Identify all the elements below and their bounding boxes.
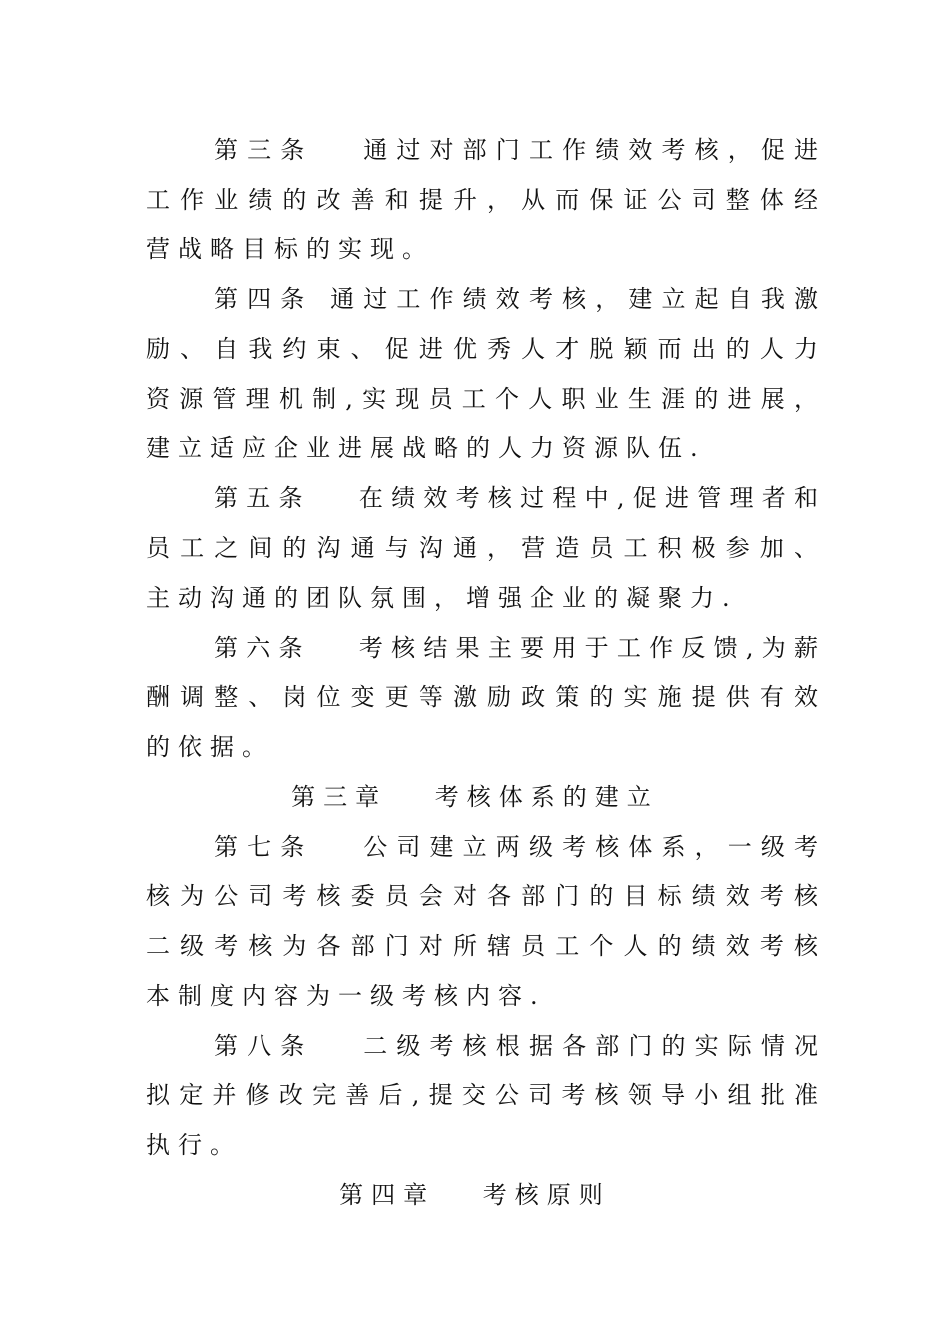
article-4-line-3: 资源管理机制,实现员工个人职业生涯的进展，	[146, 385, 826, 413]
article-7-line-2: 核为公司考核委员会对各部门的目标绩效考核	[146, 882, 826, 910]
article-3-line-3: 营战略目标的实现。	[146, 235, 434, 263]
article-3-line-2: 工作业绩的改善和提升，从而保证公司整体经	[146, 186, 826, 214]
article-4-line-4: 建立适应企业进展战略的人力资源队伍.	[146, 434, 706, 462]
chapter-3-heading: 第三章 考核体系的建立	[291, 783, 659, 811]
chapter-4-heading: 第四章 考核原则	[339, 1181, 611, 1209]
article-6-line-2: 酬调整、岗位变更等激励政策的实施提供有效	[146, 683, 826, 711]
article-8-line-2: 拟定并修改完善后,提交公司考核领导小组批准	[146, 1081, 826, 1109]
article-8-line-3: 执行。	[146, 1131, 242, 1159]
article-4-line-1: 第四条 通过工作绩效考核，建立起自我激	[214, 285, 826, 313]
article-5-line-3: 主动沟通的团队氛围，增强企业的凝聚力.	[146, 584, 738, 612]
article-5-line-1: 第五条 在绩效考核过程中,促进管理者和	[214, 484, 826, 512]
article-6-line-1: 第六条 考核结果主要用于工作反馈,为薪	[214, 634, 826, 662]
article-4-line-2: 励、自我约束、促进优秀人才脱颖而出的人力	[146, 335, 826, 363]
article-8-line-1: 第八条 二级考核根据各部门的实际情况	[214, 1032, 826, 1060]
article-3-line-1: 第三条 通过对部门工作绩效考核，促进	[214, 136, 826, 164]
article-7-line-4: 本制度内容为一级考核内容.	[146, 982, 546, 1010]
article-6-line-3: 的依据。	[146, 733, 274, 761]
article-7-line-1: 第七条 公司建立两级考核体系，一级考	[214, 833, 826, 861]
article-7-line-3: 二级考核为各部门对所辖员工个人的绩效考核	[146, 932, 826, 960]
article-5-line-2: 员工之间的沟通与沟通，营造员工积极参加、	[146, 534, 826, 562]
